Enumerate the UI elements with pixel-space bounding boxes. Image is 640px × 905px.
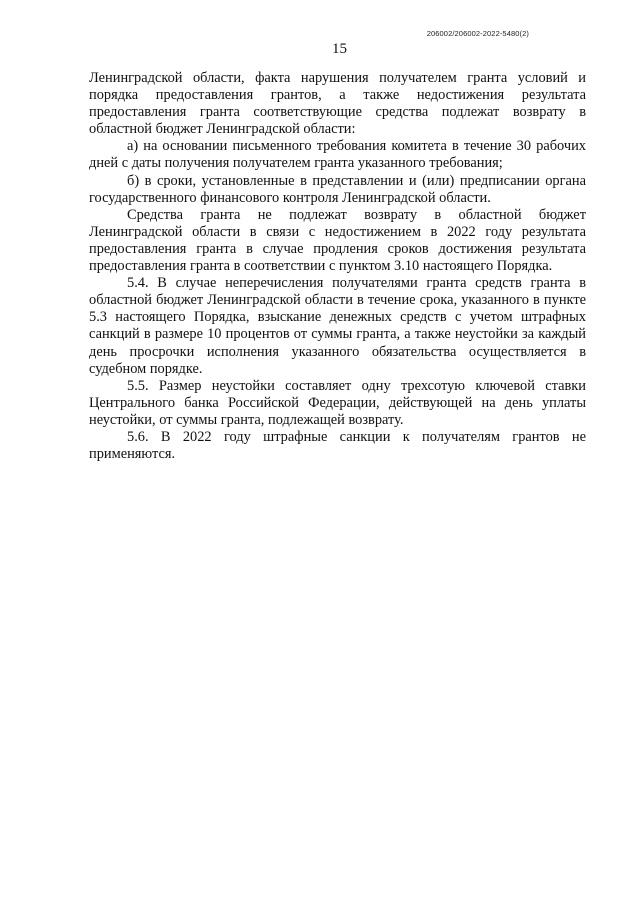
document-id: 206002/206002-2022-5480(2) [426, 29, 529, 38]
page-number: 15 [332, 41, 347, 57]
paragraph-5-5: 5.5. Размер неустойки составляет одну трехсотую ключевой ставки Центрального банка Российской Федерации, действующей на день уплаты неустойки, от суммы гранта, подлежащей возврату. [89, 377, 586, 428]
paragraph-5-4: 5.4. В случае неперечисления получателями гранта средств гранта в областной бюджет Ленинградской области в течение срока, указанного в пункте 5.3 настоящего Порядка, взыскание денежных средств с учетом штрафных санкций в размере 10 процентов от суммы гранта, а также неустойки за каждый день просрочки исполнения указанного обязательства осуществляется в судебном порядке. [89, 275, 586, 377]
paragraph-item-a: а) на основании письменного требования комитета в течение 30 рабочих дней с даты получения получателем гранта указанного требования; [89, 138, 586, 172]
document-body [89, 70, 586, 463]
paragraph-item-b: б) в сроки, установленные в представлении и (или) предписании органа государственного финансового контроля Ленинградской области. [89, 172, 586, 206]
paragraph-5-6: 5.6. В 2022 году штрафные санкции к получателям грантов не применяются. [89, 428, 586, 463]
paragraph-continuation: Ленинградской области, факта нарушения получателем гранта условий и порядка предоставления грантов, а также недостижения результата предоставления гранта соответствующие средства подлежат возврату в областной бюджет Ленинградской области: [89, 70, 586, 138]
paragraph-no-return: Средства гранта не подлежат возврату в областной бюджет Ленинградской области в связи с недостижением в 2022 году результата предоставления гранта в случае продления сроков достижения результата предоставления гранта в соответствии с пунктом 3.10 настоящего Порядка. [89, 206, 586, 275]
